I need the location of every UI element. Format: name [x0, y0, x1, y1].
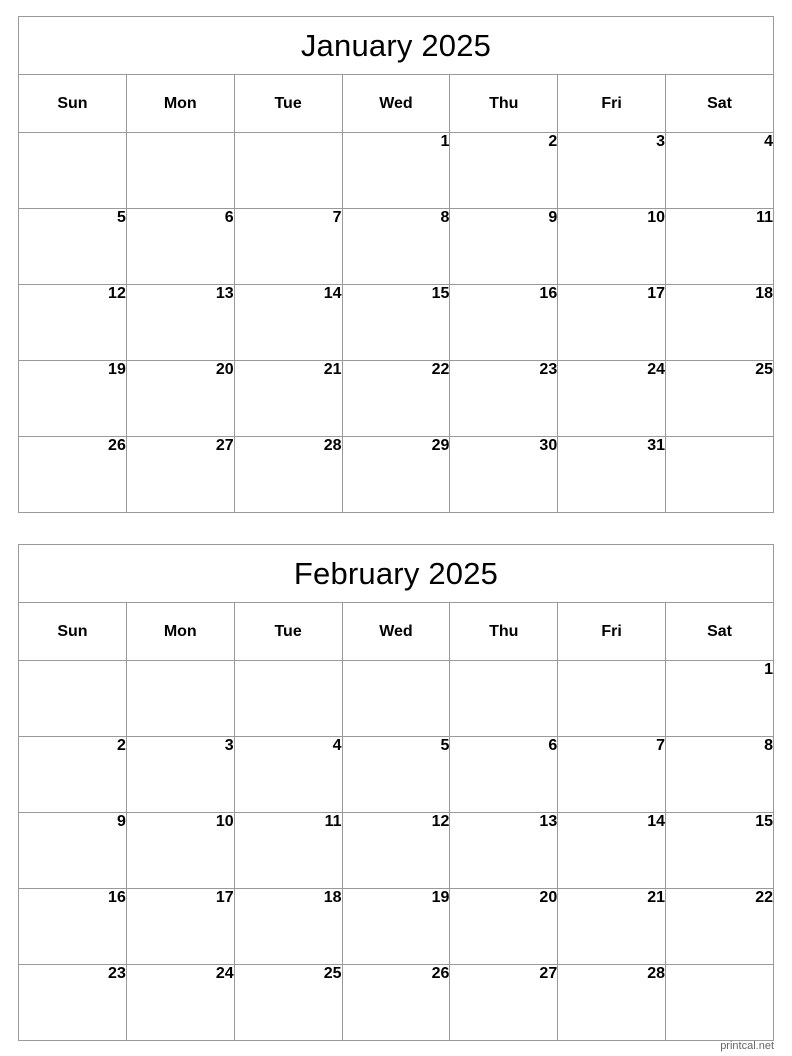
day-cell: 2 [19, 737, 127, 813]
day-cell: 4 [666, 133, 774, 209]
day-cell [450, 661, 558, 737]
day-cell: 12 [342, 813, 450, 889]
day-cell [666, 965, 774, 1041]
day-cell [19, 661, 127, 737]
day-cell [342, 661, 450, 737]
month-title: January 2025 [19, 17, 774, 75]
day-cell [234, 661, 342, 737]
month-title: February 2025 [19, 545, 774, 603]
day-cell: 9 [450, 209, 558, 285]
day-cell: 15 [666, 813, 774, 889]
weekday-wed: Wed [342, 75, 450, 133]
day-cell: 5 [19, 209, 127, 285]
day-cell: 16 [450, 285, 558, 361]
calendar-january [18, 16, 774, 513]
weekday-fri: Fri [558, 75, 666, 133]
weekday-header-row [19, 603, 774, 661]
day-cell: 13 [450, 813, 558, 889]
week-row [19, 133, 774, 209]
day-cell: 20 [126, 361, 234, 437]
weekday-tue: Tue [234, 603, 342, 661]
day-cell: 17 [558, 285, 666, 361]
day-cell: 31 [558, 437, 666, 513]
day-cell: 13 [126, 285, 234, 361]
day-cell: 25 [234, 965, 342, 1041]
day-cell: 11 [234, 813, 342, 889]
day-cell: 20 [450, 889, 558, 965]
weekday-thu: Thu [450, 603, 558, 661]
week-row [19, 209, 774, 285]
day-cell: 5 [342, 737, 450, 813]
weekday-thu: Thu [450, 75, 558, 133]
day-cell [126, 661, 234, 737]
day-cell: 12 [19, 285, 127, 361]
day-cell: 2 [450, 133, 558, 209]
day-cell: 23 [19, 965, 127, 1041]
week-row [19, 889, 774, 965]
day-cell: 26 [19, 437, 127, 513]
weekday-mon: Mon [126, 75, 234, 133]
weekday-sun: Sun [19, 75, 127, 133]
day-cell: 29 [342, 437, 450, 513]
day-cell: 6 [450, 737, 558, 813]
day-cell: 9 [19, 813, 127, 889]
week-row [19, 285, 774, 361]
day-cell: 18 [234, 889, 342, 965]
day-cell: 7 [234, 209, 342, 285]
day-cell: 23 [450, 361, 558, 437]
weekday-sat: Sat [666, 603, 774, 661]
day-cell: 24 [126, 965, 234, 1041]
day-cell [558, 661, 666, 737]
day-cell: 14 [558, 813, 666, 889]
day-cell: 21 [234, 361, 342, 437]
day-cell: 24 [558, 361, 666, 437]
day-cell: 1 [666, 661, 774, 737]
week-row [19, 437, 774, 513]
day-cell: 10 [558, 209, 666, 285]
day-cell: 19 [19, 361, 127, 437]
day-cell [666, 437, 774, 513]
week-row [19, 965, 774, 1041]
day-cell: 26 [342, 965, 450, 1041]
weekday-tue: Tue [234, 75, 342, 133]
day-cell: 18 [666, 285, 774, 361]
weekday-header-row [19, 75, 774, 133]
day-cell: 28 [558, 965, 666, 1041]
day-cell: 4 [234, 737, 342, 813]
day-cell: 21 [558, 889, 666, 965]
weekday-sat: Sat [666, 75, 774, 133]
weekday-wed: Wed [342, 603, 450, 661]
day-cell: 16 [19, 889, 127, 965]
day-cell: 22 [666, 889, 774, 965]
day-cell: 1 [342, 133, 450, 209]
day-cell: 27 [450, 965, 558, 1041]
day-cell [19, 133, 127, 209]
day-cell: 17 [126, 889, 234, 965]
day-cell: 30 [450, 437, 558, 513]
week-row [19, 813, 774, 889]
day-cell: 8 [342, 209, 450, 285]
week-row [19, 661, 774, 737]
day-cell: 10 [126, 813, 234, 889]
day-cell: 3 [126, 737, 234, 813]
calendar-february [18, 544, 774, 1041]
day-cell: 25 [666, 361, 774, 437]
weekday-fri: Fri [558, 603, 666, 661]
week-row [19, 361, 774, 437]
weekday-sun: Sun [19, 603, 127, 661]
week-row [19, 737, 774, 813]
day-cell: 19 [342, 889, 450, 965]
day-cell [234, 133, 342, 209]
day-cell: 11 [666, 209, 774, 285]
day-cell [126, 133, 234, 209]
day-cell: 27 [126, 437, 234, 513]
day-cell: 6 [126, 209, 234, 285]
day-cell: 14 [234, 285, 342, 361]
day-cell: 7 [558, 737, 666, 813]
day-cell: 15 [342, 285, 450, 361]
day-cell: 8 [666, 737, 774, 813]
day-cell: 28 [234, 437, 342, 513]
footer-credit: printcal.net [720, 1040, 774, 1052]
day-cell: 22 [342, 361, 450, 437]
weekday-mon: Mon [126, 603, 234, 661]
day-cell: 3 [558, 133, 666, 209]
